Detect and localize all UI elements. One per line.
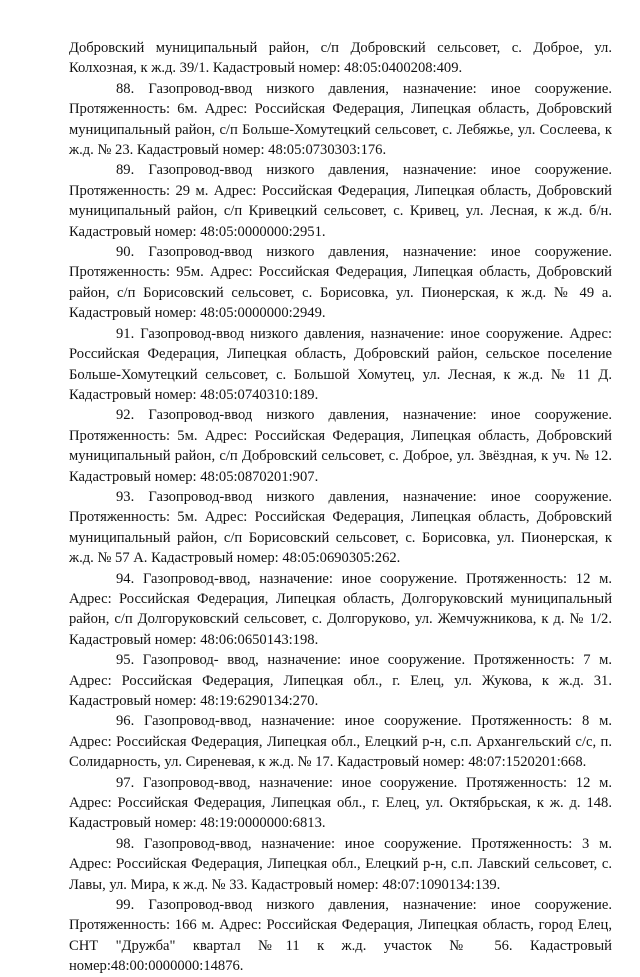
list-item-94: 94. Газопровод-ввод, назначение: иное сооружение. Протяженность: 12 м. Адрес: Российская Федерация, Липецкая область, Долгоруковский муниципальный район, с/п Долгоруковский сельсовет, с. Долгоруково, ул. Жемчужникова, к д. № 1/2. Кадастровый номер: 48:06:0650143:198. [69, 570, 612, 648]
document-page [69, 38, 612, 977]
list-item-91: 91. Газопровод-ввод низкого давления, назначение: иное сооружение. Адрес: Российская Федерация, Липецкая область, Добровский район, сельское поселение Больше-Хомутецкий сельсовет, с. Большой Хомутец, ул. Лесная, к ж.д. № 11 Д. Кадастровый номер: 48:05:0740310:189. [69, 325, 612, 403]
list-item-96: 96. Газопровод-ввод, назначение: иное сооружение. Протяженность: 8 м. Адрес: Российская Федерация, Липецкая обл., Елецкий р-н, с.п. Архангельский с/с, п. Солидарность, ул. Сиреневая, к ж.д. № 17. Кадастровый номер: 48:07:1520201:668. [69, 713, 612, 771]
list-item-97: 97. Газопровод-ввод, назначение: иное сооружение. Протяженность: 12 м. Адрес: Российская Федерация, Липецкая обл., г. Елец, ул. Октябрьская, к ж. д. 148. Кадастровый номер: 48:19:0000000:6813. [69, 774, 612, 832]
list-item-92: 92. Газопровод-ввод низкого давления, назначение: иное сооружение. Протяженность: 5м. Адрес: Российская Федерация, Липецкая область, Добровский муниципальный район, с/п Добровский сельсовет, с. Доброе, ул. Звёздная, к уч. № 12. Кадастровый номер: 48:05:0870201:907. [69, 407, 612, 485]
list-item-88: 88. Газопровод-ввод низкого давления, назначение: иное сооружение. Протяженность: 6м. Адрес: Российская Федерация, Липецкая область, Добровский муниципальный район, с/п Больше-Хомутецкий сельсовет, с. Лебяжье, ул. Сослеева, к ж.д. № 23. Кадастровый номер: 48:05:0730303:176. [69, 80, 612, 159]
list-item-89: 89. Газопровод-ввод низкого давления, назначение: иное сооружение. Протяженность: 29 м. Адрес: Российская Федерация, Липецкая область, Добровский муниципальный район, с/п Кривецкий сельсовет, с. Кривец, ул. Лесная, к ж.д. б/н. Кадастровый номер: 48:05:0000000:2951. [69, 162, 612, 240]
list-item-98: 98. Газопровод-ввод, назначение: иное сооружение. Протяженность: 3 м. Адрес: Российская Федерация, Липецкая обл., Елецкий р-н, с.п. Лавский сельсовет, с. Лавы, ул. Мира, к ж.д. № 33. Кадастровый номер: 48:07:1090134:139. [69, 835, 612, 893]
list-item-93: 93. Газопровод-ввод низкого давления, назначение: иное сооружение. Протяженность: 5м. Адрес: Российская Федерация, Липецкая область, Добровский муниципальный район, с/п Борисовский сельсовет, с. Борисовка, ул. Пионерская, к ж.д. № 57 А. Кадастровый номер: 48:05:0690305:262. [69, 488, 612, 567]
paragraph-continuation: Добровский муниципальный район, с/п Добровский сельсовет, с. Доброе, ул. Колхозная, к ж.д. 39/1. Кадастровый номер: 48:05:0400208:409. [69, 40, 612, 77]
list-item-90: 90. Газопровод-ввод низкого давления, назначение: иное сооружение. Протяженность: 95м. Адрес: Российская Федерация, Липецкая область, Добровский район, с/п Борисовский сельсовет, с. Борисовка, ул. Пионерская, к ж.д. № 49 а. Кадастровый номер: 48:05:0000000:2949. [69, 244, 612, 322]
list-item-99: 99. Газопровод-ввод низкого давления, назначение: иное сооружение. Протяженность: 166 м. Адрес: Российская Федерация, Липецкая область, город Елец, СНТ "Дружба" квартал №11 к ж.д. участок № 56. Кадастровый номер:48:00:0000000:14876. [69, 897, 612, 975]
list-item-95: 95. Газопровод- ввод, назначение: иное сооружение. Протяженность: 7 м. Адрес: Российская Федерация, Липецкая обл., г. Елец, ул. Жукова, к ж.д. 31. Кадастровый номер: 48:19:6290134:270. [69, 652, 612, 709]
